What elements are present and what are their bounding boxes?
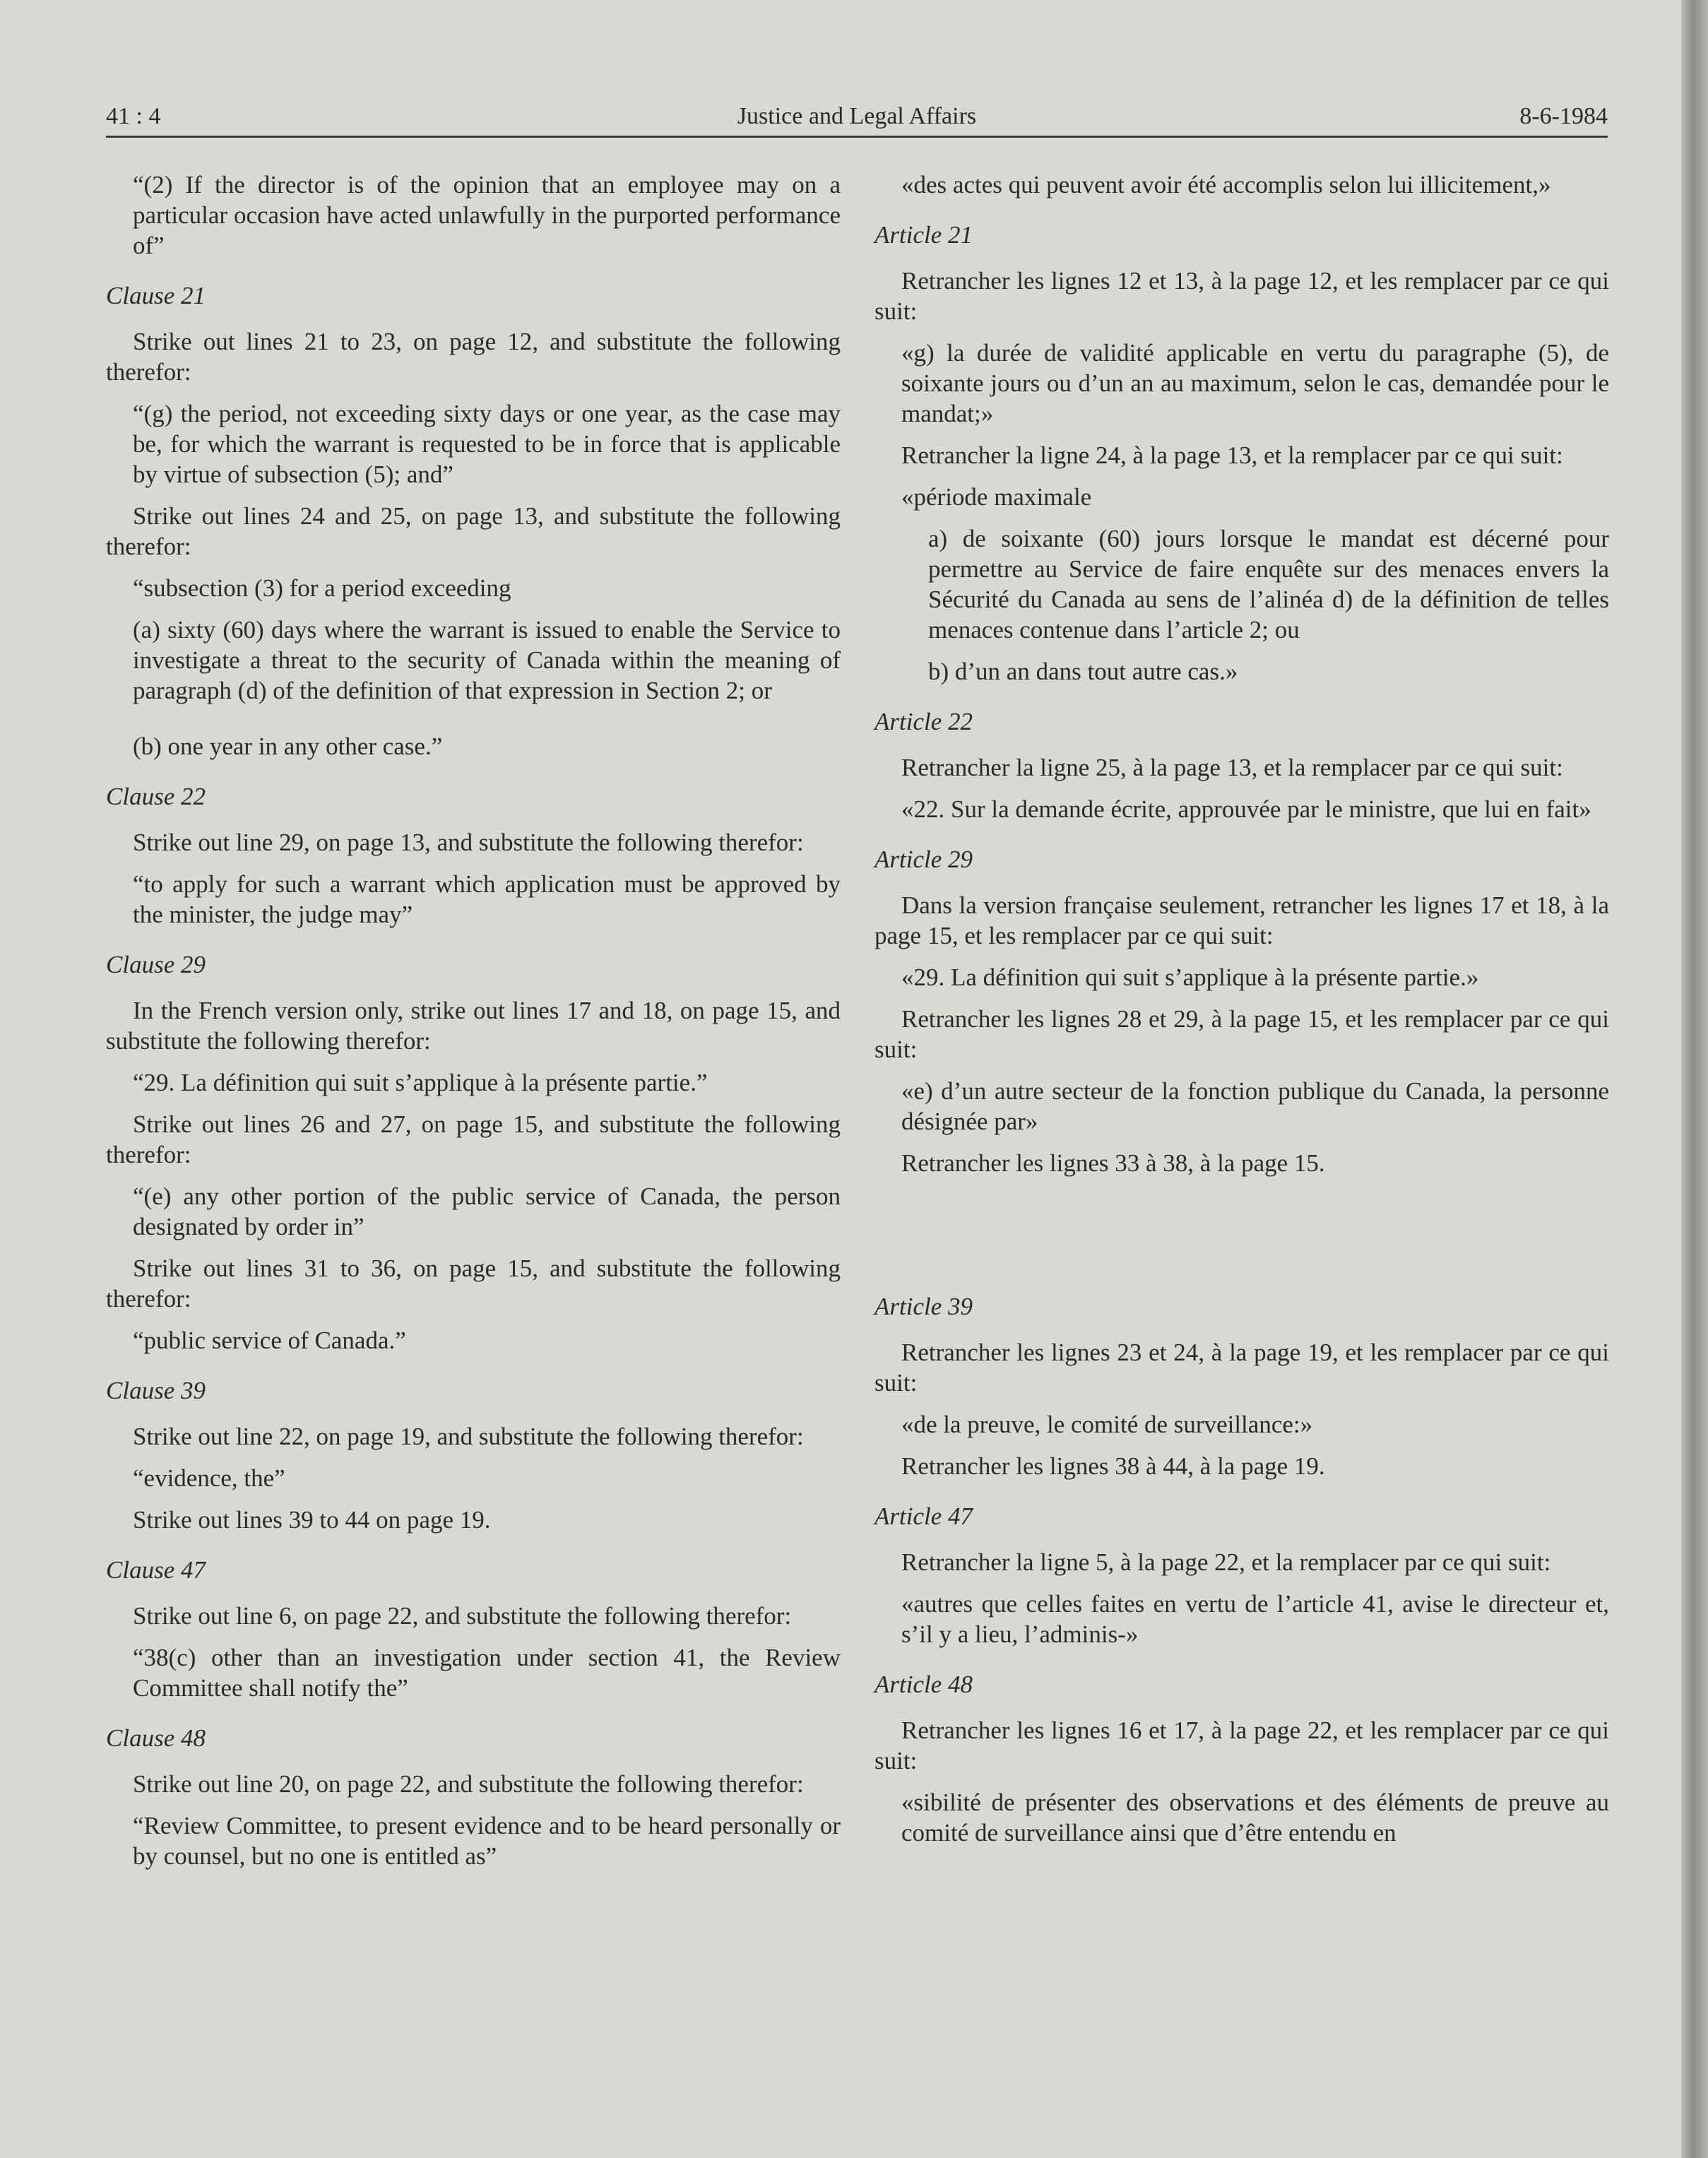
instruction: Strike out lines 26 and 27, on page 15, and substitute the following therefor:: [106, 1110, 841, 1168]
english-column: [106, 170, 841, 1883]
instruction: Retrancher la ligne 5, à la page 22, et la remplacer par ce qui suit:: [901, 1548, 1551, 1576]
replacement-text: “38(c) other than an investigation under section 41, the Review Committee shall notify the”: [133, 1644, 841, 1702]
article-heading: Article 48: [874, 1671, 973, 1698]
replacement-text: «période maximale: [901, 483, 1092, 511]
replacement-subparagraph: (a) sixty (60) days where the warrant is issued to enable the Service to investigate a threat to the security of Canada within the meaning of paragraph (d) of the definition of that expression in Section 2; or: [133, 616, 841, 704]
continued-quote: «des actes qui peuvent avoir été accomplis selon lui illicitement,»: [901, 171, 1551, 198]
replacement-text: «de la preuve, le comité de surveillance:»: [901, 1411, 1313, 1438]
instruction: Strike out lines 39 to 44 on page 19.: [133, 1506, 491, 1534]
replacement-text: “29. La définition qui suit s’applique à la présente partie.”: [133, 1069, 708, 1096]
clause-heading: Clause 22: [106, 783, 206, 810]
clause-heading: Clause 29: [106, 951, 206, 978]
instruction: Retrancher les lignes 38 à 44, à la page 19.: [901, 1452, 1325, 1480]
instruction: Strike out lines 21 to 23, on page 12, and substitute the following therefor:: [106, 328, 841, 386]
page-header: [106, 99, 1608, 138]
replacement-text: «autres que celles faites en vertu de l’article 41, avise le directeur et, s’il y a lieu, l’adminis-»: [901, 1590, 1609, 1648]
page-binding-edge: [1681, 0, 1708, 2158]
replacement-text: “Review Committee, to present evidence and to be heard personally or by counsel, but no one is entitled as”: [133, 1812, 841, 1870]
instruction: Retrancher les lignes 16 et 17, à la page 22, et les remplacer par ce qui suit:: [874, 1717, 1609, 1774]
header-date: 8-6-1984: [1519, 103, 1608, 129]
replacement-text: «e) d’un autre secteur de la fonction publique du Canada, la personne désignée par»: [901, 1077, 1609, 1135]
instruction: Retrancher la ligne 25, à la page 13, et la remplacer par ce qui suit:: [901, 754, 1563, 781]
continued-quote: “(2) If the director is of the opinion that an employee may on a particular occasion have acted unlawfully in the purported performance of”: [133, 171, 841, 259]
replacement-text: “(g) the period, not exceeding sixty days or one year, as the case may be, for which the warrant is requested to be in force that is applicable by virtue of subsection (5); and”: [133, 400, 841, 488]
instruction: Strike out line 20, on page 22, and substitute the following therefor:: [133, 1770, 804, 1798]
running-title: Justice and Legal Affairs: [737, 103, 977, 129]
instruction: Retrancher les lignes 12 et 13, à la page 12, et les remplacer par ce qui suit:: [874, 267, 1609, 325]
replacement-subparagraph: b) d’un an dans tout autre cas.»: [928, 658, 1238, 685]
instruction: In the French version only, strike out lines 17 and 18, on page 15, and substitute the following therefor:: [106, 997, 841, 1055]
article-heading: Article 47: [874, 1502, 973, 1530]
replacement-text: «22. Sur la demande écrite, approuvée par le ministre, que lui en fait»: [901, 795, 1591, 823]
replacement-text: “(e) any other portion of the public service of Canada, the person designated by order in”: [133, 1182, 841, 1240]
clause-heading: Clause 48: [106, 1724, 206, 1752]
instruction: Strike out line 6, on page 22, and substitute the following therefor:: [133, 1602, 792, 1630]
article-heading: Article 29: [874, 846, 973, 873]
replacement-subparagraph: (b) one year in any other case.”: [133, 733, 443, 760]
replacement-text: “public service of Canada.”: [133, 1327, 406, 1354]
instruction: Strike out line 22, on page 19, and substitute the following therefor:: [133, 1423, 804, 1450]
clause-heading: Clause 21: [106, 282, 206, 309]
replacement-text: «g) la durée de validité applicable en vertu du paragraphe (5), de soixante jours ou d’un an au maximum, selon le cas, demandée pour le mandat;»: [901, 339, 1609, 427]
french-column: [874, 170, 1609, 1859]
instruction: Dans la version française seulement, retrancher les lignes 17 et 18, à la page 15, et les remplacer par ce qui suit:: [874, 891, 1609, 949]
instruction: Retrancher les lignes 33 à 38, à la page 15.: [901, 1149, 1325, 1177]
instruction: Strike out lines 24 and 25, on page 13, and substitute the following therefor:: [106, 502, 841, 560]
page-number: 41 : 4: [106, 103, 161, 129]
article-heading: Article 22: [874, 708, 973, 735]
instruction: Retrancher les lignes 28 et 29, à la page 15, et les remplacer par ce qui suit:: [874, 1005, 1609, 1063]
instruction: Retrancher la ligne 24, à la page 13, et la remplacer par ce qui suit:: [901, 441, 1563, 469]
instruction: Retrancher les lignes 23 et 24, à la page 19, et les remplacer par ce qui suit:: [874, 1339, 1609, 1397]
instruction: Strike out line 29, on page 13, and substitute the following therefor:: [133, 829, 804, 856]
replacement-text: “to apply for such a warrant which application must be approved by the minister, the judge may”: [133, 870, 841, 928]
clause-heading: Clause 39: [106, 1377, 206, 1404]
clause-heading: Clause 47: [106, 1556, 206, 1584]
article-heading: Article 39: [874, 1293, 973, 1320]
replacement-text: «29. La définition qui suit s’applique à la présente partie.»: [901, 964, 1479, 991]
replacement-text: “subsection (3) for a period exceeding: [133, 574, 511, 602]
replacement-subparagraph: a) de soixante (60) jours lorsque le mandat est décerné pour permettre au Service de faire enquête sur des menaces envers la Sécurité du Canada au sens de l’alinéa d) de la définition de telles menaces contenue dans l’article 2; ou: [928, 525, 1609, 644]
article-heading: Article 21: [874, 221, 973, 249]
replacement-text: “evidence, the”: [133, 1464, 285, 1492]
replacement-text: «sibilité de présenter des observations et des éléments de preuve au comité de surveillance ainsi que d’être entendu en: [901, 1789, 1609, 1846]
instruction: Strike out lines 31 to 36, on page 15, and substitute the following therefor:: [106, 1255, 841, 1312]
